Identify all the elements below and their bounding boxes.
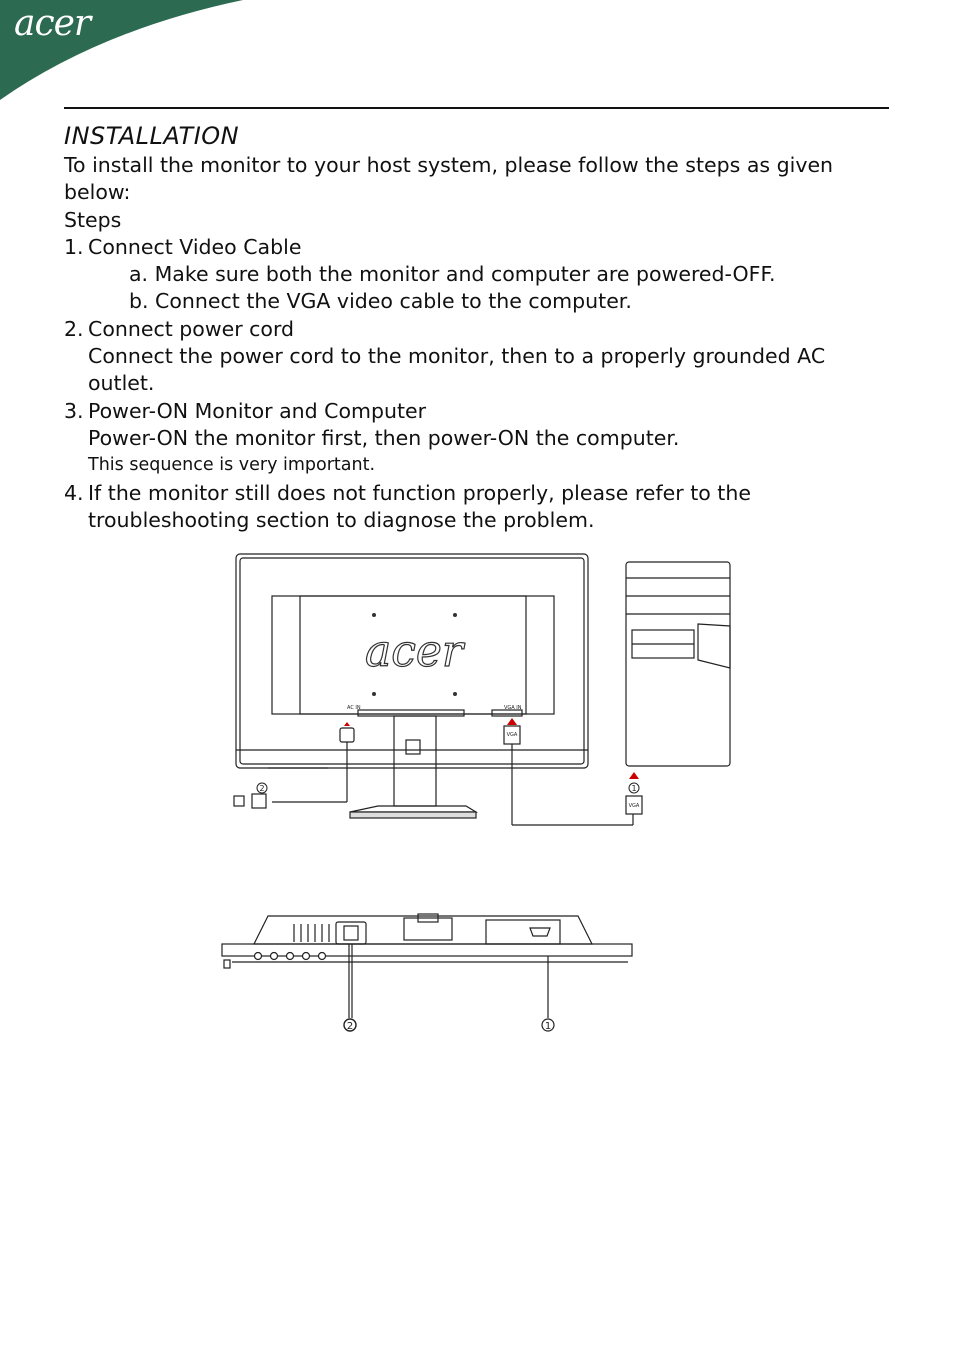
vga-plug-label: VGA <box>628 803 640 809</box>
steps-heading: Steps <box>64 207 122 232</box>
callout-1-label: 1 <box>631 784 637 793</box>
arrow-up-icon <box>629 772 639 779</box>
vga-cable <box>504 726 642 825</box>
step-4 <box>64 480 894 535</box>
stand-mount <box>404 914 452 940</box>
vga-plug-label: VGA <box>506 732 518 738</box>
header-rule <box>64 107 889 109</box>
arrow-up-icon <box>344 722 350 726</box>
arrow-up-icon <box>507 718 517 725</box>
port-label-video: VGA IN <box>504 705 522 711</box>
acer-logo: acer <box>14 3 91 44</box>
step-title: Connect power cord <box>88 316 295 341</box>
step-number: 1. <box>64 234 84 259</box>
page-title: INSTALLATION <box>64 122 240 150</box>
vga-port <box>486 920 560 944</box>
step-body: Connect the power cord to the monitor, then to a properly grounded AC outlet. <box>88 344 826 396</box>
step-number: 2. <box>64 316 84 341</box>
callout-2-label: 2 <box>259 784 265 793</box>
step-3 <box>64 398 894 480</box>
intro-text: To install the monitor to your host system, please follow the steps as given below: <box>64 153 834 205</box>
step-number: 4. <box>64 480 84 505</box>
monitor-logo: acer <box>365 626 463 677</box>
connection-diagram <box>228 550 738 830</box>
callout-1-label: 1 <box>544 1021 552 1032</box>
step-title: If the monitor still does not function properly, please refer to the troubleshooting section to diagnose the problem. <box>88 480 751 532</box>
port-label-power: AC IN <box>347 705 361 711</box>
step-substep: b. Connect the VGA video cable to the computer. <box>129 289 632 314</box>
vent-slots <box>294 924 329 942</box>
power-port <box>336 922 366 944</box>
step-2 <box>64 316 894 398</box>
monitor-bottom-view <box>222 916 632 968</box>
monitor-stand <box>350 716 476 818</box>
step-note: This sequence is very important. <box>88 455 376 476</box>
step-number: 3. <box>64 398 84 423</box>
callout-lines <box>349 944 548 1018</box>
step-title: Connect Video Cable <box>88 234 302 259</box>
instructions <box>64 152 894 534</box>
step-body: Power-ON the monitor first, then power-ON the computer. <box>88 425 680 450</box>
step-1 <box>64 234 894 261</box>
port-diagram <box>218 910 638 1040</box>
callout-2-label: 2 <box>346 1021 354 1032</box>
step-substep: a. Make sure both the monitor and computer are powered-OFF. <box>129 262 776 287</box>
step-title: Power-ON Monitor and Computer <box>88 398 427 423</box>
pc-tower <box>626 562 730 766</box>
